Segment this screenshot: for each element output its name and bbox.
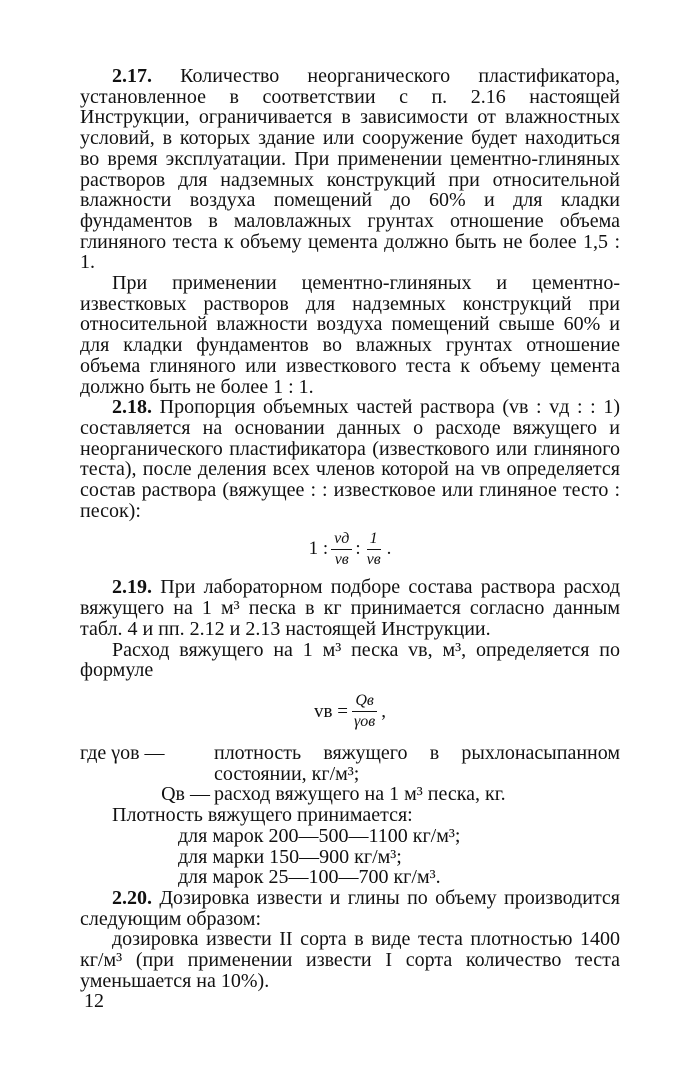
formula-end: ,: [381, 700, 386, 722]
fraction-numerator: Qв: [352, 692, 377, 712]
section-number: 2.18.: [112, 396, 152, 419]
density-item: для марок 25—100—700 кг/м³.: [178, 866, 441, 889]
section-2-19-second-paragraph: Расход вяжущего на 1 м³ песка vв, м³, определяется по формуле: [80, 638, 620, 682]
fraction-numerator: 1: [367, 530, 381, 550]
binder-consumption-formula: [80, 681, 620, 743]
fraction-denominator: vв: [334, 550, 349, 568]
fraction-denominator: γов: [353, 713, 376, 731]
density-intro: Плотность вяжущего принимается:: [112, 804, 413, 827]
fraction-denominator: vв: [366, 550, 381, 568]
page-number: 12: [84, 990, 104, 1012]
density-item: для марок 200—500—1100 кг/м³;: [178, 824, 461, 847]
formula-separator: :: [355, 538, 361, 560]
fraction: [364, 530, 384, 569]
section-number: 2.19.: [112, 576, 152, 599]
paragraph-text: Дозировка извести и глины по объему производится следующим образом:: [80, 886, 621, 930]
section-2-17-paragraph: [80, 66, 620, 273]
legend-row: [80, 784, 620, 805]
section-2-18-paragraph: [80, 397, 620, 521]
paragraph-text: Количество неорганического пластификатора, установленное в соответствии с п. 2.16 настоящей Инструкции, ограничивается в зависимости от влажностных условий, в которых здание или сооружение будет находиться во время эксплуатации. При применении цементно-глиняных растворов для надземных конструкций при относительной влажности воздуха помещений до 60% и для кладки фундаментов в маловлажных грунтах отношение объема глиняного теста к объему цемента должно быть не более 1,5 : 1.: [80, 65, 620, 274]
legend-row: [80, 743, 620, 784]
section-number: 2.17.: [112, 65, 152, 87]
legend-description: плотность вяжущего в рыхлонасыпанном состоянии, кг/м³;: [214, 741, 620, 785]
fraction: [331, 530, 352, 569]
legend-description: расход вяжущего на 1 м³ песка, кг.: [214, 783, 506, 806]
formula-lhs: vв =: [314, 700, 348, 722]
paragraph-text: При лабораторном подборе состава раствора расход вяжущего на 1 м³ песка в кг принимается согласно данным табл. 4 и пп. 2.12 и 2.13 настоящей Инструкции.: [80, 576, 620, 640]
section-2-20-second-paragraph: дозировка извести II сорта в виде теста плотностью 1400 кг/м³ (при применении извести I сорта количество теста уменьшается на 10%).: [80, 928, 620, 992]
section-number: 2.20.: [112, 886, 152, 909]
proportion-formula: [80, 521, 620, 577]
legend-symbol: Qв —: [161, 783, 210, 806]
section-2-17-continuation: При применении цементно-глиняных и цементно-известковых растворов для надземных конструкций при относительной влажности воздуха помещений свыше 60% и для кладки фундаментов во влажных грунтах отношение объема глиняного или известкового теста к объему цемента должно быть не более 1 : 1.: [80, 272, 620, 398]
legend-symbol: где γов —: [80, 741, 165, 764]
page-content: [80, 66, 620, 991]
section-2-20-paragraph: [80, 888, 620, 929]
formula-legend: [80, 743, 620, 805]
fraction: [351, 692, 378, 731]
fraction-numerator: vд: [331, 530, 352, 550]
formula-lead: 1 :: [308, 538, 329, 560]
formula-end: .: [386, 538, 392, 560]
section-2-19-paragraph: [80, 577, 620, 639]
paragraph-text: Пропорция объемных частей раствора (vв : vд : : 1) составляется на основании данных о расходе вяжущего и неорганического пластификатора (известкового или глиняного теста), после деления всех членов которой на vв определяется состав раствора (вяжущее : : известковое или глиняное тесто : песок):: [80, 396, 621, 522]
density-item: для марки 150—900 кг/м³;: [178, 845, 402, 868]
